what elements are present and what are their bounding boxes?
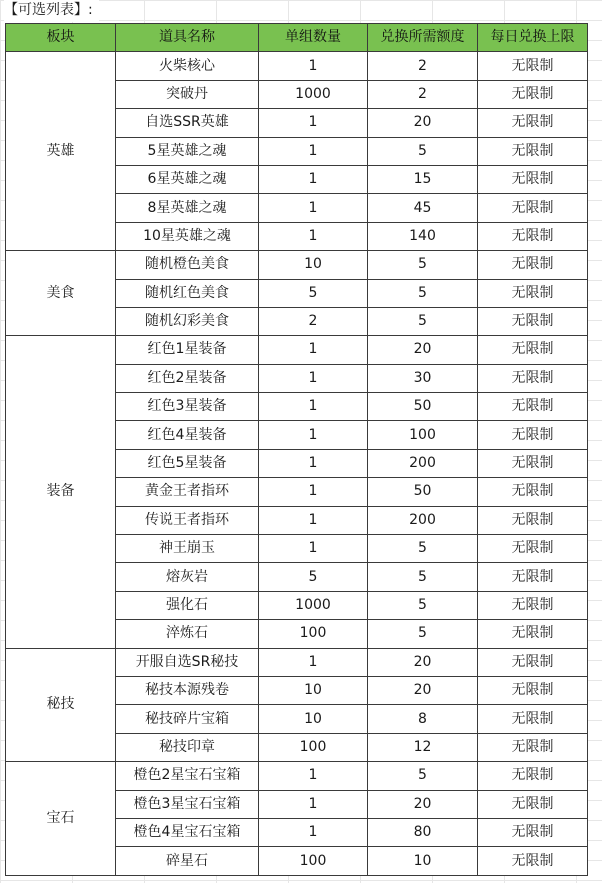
- quantity-cell: 1: [259, 222, 368, 250]
- item-name-cell: 10星英雄之魂: [116, 222, 259, 250]
- cost-cell: 12: [368, 733, 478, 761]
- cost-cell: 20: [368, 676, 478, 704]
- limit-cell: 无限制: [478, 165, 588, 193]
- limit-cell: 无限制: [478, 279, 588, 307]
- cost-cell: 15: [368, 165, 478, 193]
- header-daily-limit: 每日兑换上限: [478, 24, 588, 52]
- quantity-cell: 2: [259, 307, 368, 335]
- quantity-cell: 1: [259, 506, 368, 534]
- item-name-cell: 红色4星装备: [116, 421, 259, 449]
- limit-cell: 无限制: [478, 506, 588, 534]
- item-name-cell: 8星英雄之魂: [116, 194, 259, 222]
- item-name-cell: 红色1星装备: [116, 336, 259, 364]
- header-row: [6, 24, 588, 52]
- limit-cell: 无限制: [478, 449, 588, 477]
- limit-cell: 无限制: [478, 733, 588, 761]
- item-name-cell: 橙色4星宝石宝箱: [116, 818, 259, 846]
- item-name-cell: 随机橙色美食: [116, 251, 259, 279]
- item-name-cell: 火柴核心: [116, 52, 259, 80]
- header-section: 板块: [6, 24, 116, 52]
- header-item-name: 道具名称: [116, 24, 259, 52]
- quantity-cell: 100: [259, 620, 368, 648]
- cost-cell: 20: [368, 790, 478, 818]
- cost-cell: 200: [368, 506, 478, 534]
- item-name-cell: 强化石: [116, 591, 259, 619]
- quantity-cell: 1: [259, 762, 368, 790]
- cost-cell: 30: [368, 364, 478, 392]
- item-name-cell: 橙色3星宝石宝箱: [116, 790, 259, 818]
- item-name-cell: 红色5星装备: [116, 449, 259, 477]
- cost-cell: 100: [368, 421, 478, 449]
- quantity-cell: 10: [259, 705, 368, 733]
- limit-cell: 无限制: [478, 847, 588, 875]
- cost-cell: 5: [368, 762, 478, 790]
- cost-cell: 20: [368, 648, 478, 676]
- cost-cell: 5: [368, 279, 478, 307]
- cost-cell: 45: [368, 194, 478, 222]
- section-cell: 英雄: [6, 52, 116, 251]
- section-cell: 美食: [6, 251, 116, 336]
- quantity-cell: 5: [259, 279, 368, 307]
- item-name-cell: 秘技碎片宝箱: [116, 705, 259, 733]
- cost-cell: 140: [368, 222, 478, 250]
- section-cell: 装备: [6, 336, 116, 648]
- cost-cell: 80: [368, 818, 478, 846]
- exchange-table: [5, 23, 588, 876]
- quantity-cell: 1: [259, 421, 368, 449]
- limit-cell: 无限制: [478, 790, 588, 818]
- limit-cell: 无限制: [478, 307, 588, 335]
- limit-cell: 无限制: [478, 52, 588, 80]
- limit-cell: 无限制: [478, 591, 588, 619]
- quantity-cell: 10: [259, 251, 368, 279]
- table-row: [6, 336, 588, 364]
- quantity-cell: 1000: [259, 80, 368, 108]
- item-name-cell: 橙色2星宝石宝箱: [116, 762, 259, 790]
- table-row: [6, 52, 588, 80]
- cost-cell: 10: [368, 847, 478, 875]
- item-name-cell: 5星英雄之魂: [116, 137, 259, 165]
- cost-cell: 5: [368, 563, 478, 591]
- limit-cell: 无限制: [478, 364, 588, 392]
- cost-cell: 20: [368, 109, 478, 137]
- quantity-cell: 1: [259, 478, 368, 506]
- cost-cell: 8: [368, 705, 478, 733]
- quantity-cell: 1: [259, 52, 368, 80]
- item-name-cell: 碎星石: [116, 847, 259, 875]
- limit-cell: 无限制: [478, 336, 588, 364]
- item-name-cell: 秘技印章: [116, 733, 259, 761]
- item-name-cell: 随机红色美食: [116, 279, 259, 307]
- table-row: [6, 251, 588, 279]
- item-name-cell: 熔灰岩: [116, 563, 259, 591]
- item-name-cell: 传说王者指环: [116, 506, 259, 534]
- limit-cell: 无限制: [478, 705, 588, 733]
- quantity-cell: 1: [259, 137, 368, 165]
- quantity-cell: 1: [259, 449, 368, 477]
- limit-cell: 无限制: [478, 421, 588, 449]
- cost-cell: 50: [368, 478, 478, 506]
- list-caption: 【可选列表】:: [4, 0, 99, 22]
- cost-cell: 2: [368, 80, 478, 108]
- item-name-cell: 自选SSR英雄: [116, 109, 259, 137]
- quantity-cell: 1: [259, 535, 368, 563]
- header-exchange-cost: 兑换所需额度: [368, 24, 478, 52]
- quantity-cell: 100: [259, 733, 368, 761]
- item-name-cell: 红色2星装备: [116, 364, 259, 392]
- limit-cell: 无限制: [478, 137, 588, 165]
- cost-cell: 200: [368, 449, 478, 477]
- cost-cell: 5: [368, 591, 478, 619]
- limit-cell: 无限制: [478, 109, 588, 137]
- quantity-cell: 1: [259, 364, 368, 392]
- cost-cell: 5: [368, 535, 478, 563]
- section-cell: 秘技: [6, 648, 116, 762]
- limit-cell: 无限制: [478, 478, 588, 506]
- item-name-cell: 秘技本源残卷: [116, 676, 259, 704]
- quantity-cell: 1: [259, 648, 368, 676]
- limit-cell: 无限制: [478, 535, 588, 563]
- quantity-cell: 1: [259, 165, 368, 193]
- table-body: [6, 52, 588, 875]
- cost-cell: 2: [368, 52, 478, 80]
- item-name-cell: 突破丹: [116, 80, 259, 108]
- limit-cell: 无限制: [478, 393, 588, 421]
- limit-cell: 无限制: [478, 676, 588, 704]
- limit-cell: 无限制: [478, 620, 588, 648]
- limit-cell: 无限制: [478, 563, 588, 591]
- quantity-cell: 1: [259, 194, 368, 222]
- table-row: [6, 648, 588, 676]
- quantity-cell: 100: [259, 847, 368, 875]
- limit-cell: 无限制: [478, 251, 588, 279]
- cost-cell: 50: [368, 393, 478, 421]
- item-name-cell: 6星英雄之魂: [116, 165, 259, 193]
- section-cell: 宝石: [6, 762, 116, 876]
- table-row: [6, 762, 588, 790]
- quantity-cell: 1: [259, 109, 368, 137]
- limit-cell: 无限制: [478, 648, 588, 676]
- item-name-cell: 随机幻彩美食: [116, 307, 259, 335]
- quantity-cell: 1: [259, 790, 368, 818]
- limit-cell: 无限制: [478, 818, 588, 846]
- cost-cell: 5: [368, 620, 478, 648]
- item-name-cell: 淬炼石: [116, 620, 259, 648]
- quantity-cell: 1: [259, 818, 368, 846]
- limit-cell: 无限制: [478, 80, 588, 108]
- item-name-cell: 开服自选SR秘技: [116, 648, 259, 676]
- limit-cell: 无限制: [478, 194, 588, 222]
- item-name-cell: 神王崩玉: [116, 535, 259, 563]
- limit-cell: 无限制: [478, 222, 588, 250]
- cost-cell: 5: [368, 251, 478, 279]
- limit-cell: 无限制: [478, 762, 588, 790]
- quantity-cell: 1000: [259, 591, 368, 619]
- quantity-cell: 1: [259, 336, 368, 364]
- header-group-quantity: 单组数量: [259, 24, 368, 52]
- quantity-cell: 10: [259, 676, 368, 704]
- cost-cell: 5: [368, 137, 478, 165]
- item-name-cell: 黄金王者指环: [116, 478, 259, 506]
- cost-cell: 5: [368, 307, 478, 335]
- cost-cell: 20: [368, 336, 478, 364]
- item-name-cell: 红色3星装备: [116, 393, 259, 421]
- quantity-cell: 5: [259, 563, 368, 591]
- quantity-cell: 1: [259, 393, 368, 421]
